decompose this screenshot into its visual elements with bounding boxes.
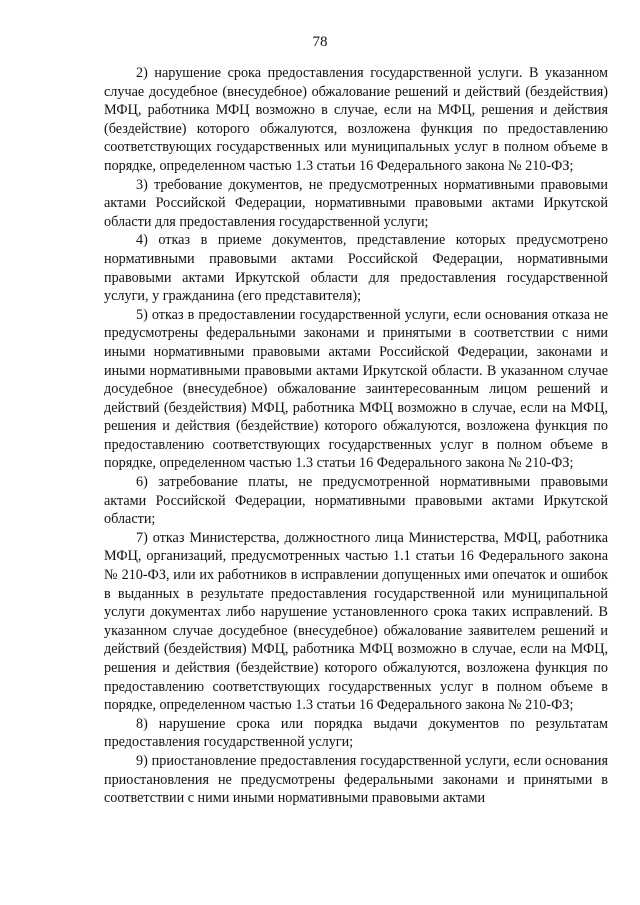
paragraph-item-6: 6) затребование платы, не предусмотренной нормативными правовыми актами Российской Федерации, нормативными правовыми актами Иркутской области; xyxy=(104,474,608,528)
paragraph-item-5: 5) отказ в предоставлении государственной услуги, если основания отказа не предусмотрены федеральными законами и принятыми в соответствии с ними иными нормативными правовыми актами Российской Федерации, законами и иными нормативными правовыми актами Иркутской области. В указанном случае досудебное (внесудебное) обжалование заинтересованным лицом решений и действий (бездействия) МФЦ, работника МФЦ возможно в случае, если на МФЦ, решения и действия (бездействие) которого обжалуются, возложена функция по предоставлению соответствующих государственных услуг в полном объеме в порядке, определенном частью 1.3 статьи 16 Федерального закона № 210-ФЗ; xyxy=(104,306,608,472)
paragraph-item-3: 3) требование документов, не предусмотренных нормативными правовыми актами Российской Федерации, нормативными правовыми актами Иркутской области для предоставления государственной услуги; xyxy=(104,176,608,230)
paragraph-item-9: 9) приостановление предоставления государственной услуги, если основания приостановления не предусмотрены федеральными законами и принятыми в соответствии с ними иными нормативными правовыми актами xyxy=(104,752,608,807)
paragraph-item-4: 4) отказ в приеме документов, представление которых предусмотрено нормативными правовыми актами Российской Федерации, нормативными правовыми актами Иркутской области для предоставления государственной услуги, у гражданина (его представителя); xyxy=(104,232,608,305)
paragraph-item-8: 8) нарушение срока или порядка выдачи документов по результатам предоставления государственной услуги; xyxy=(104,715,608,751)
page-number: 78 xyxy=(312,34,328,50)
paragraph-item-7: 7) отказ Министерства, должностного лица Министерства, МФЦ, работника МФЦ, организаций, предусмотренных частью 1.1 статьи 16 Федерального закона № 210-ФЗ, или их работников в исправлении допущенных ими опечаток и ошибок в выданных в результате предоставления государственной или муниципальной услуги документах либо нарушение установленного срока таких исправлений. В указанном случае досудебное (внесудебное) обжалование заявителем решений и действий (бездействия) МФЦ, работника МФЦ возможно в случае, если на МФЦ, решения и действия (бездействие) которого обжалуются, возложена функция по предоставлению соответствующих государственных услуг в полном объеме в порядке, определенном частью 1.3 статьи 16 Федерального закона № 210-ФЗ; xyxy=(104,529,608,714)
paragraph-item-2: 2) нарушение срока предоставления государственной услуги. В указанном случае досудебное (внесудебное) обжалование решений и действий (бездействия) МФЦ, работника МФЦ возможно в случае, если на МФЦ, решения и действия (бездействие) которого обжалуются, возложена функция по предоставлению соответствующих государственных или муниципальных услуг в полном объеме в порядке, определенном частью 1.3 статьи 16 Федерального закона № 210-ФЗ; xyxy=(104,65,608,174)
document-body xyxy=(104,64,608,808)
